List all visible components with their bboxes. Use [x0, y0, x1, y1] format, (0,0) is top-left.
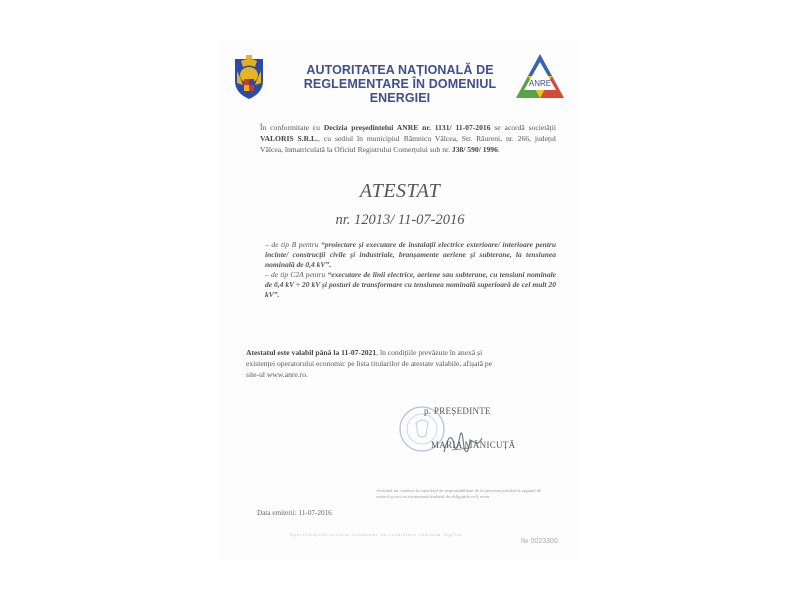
romania-coat-of-arms-icon	[231, 55, 267, 101]
certificate-number: nr. 12013/ 11-07-2016	[335, 212, 465, 228]
certificate-page	[218, 40, 580, 560]
type-description: “proiectare și executare de instalații electrice exterioare/ interioare pentru incinte/ construcții civile și industriale, branșamente aeriene și subterane, la tensiunea nominală de 0,4 kV”.	[265, 240, 556, 269]
company-name: VALORIS S.R.L.	[260, 134, 319, 143]
anre-triangle-logo-icon	[512, 52, 568, 102]
type-prefix: – de tip B pentru	[265, 240, 321, 249]
issue-date: Data emiterii: 11-07-2016	[257, 509, 332, 517]
certificate-types-list	[265, 240, 556, 300]
serial-number: № 0023300	[521, 538, 558, 545]
registry-number: J38/ 590/ 1996	[451, 145, 498, 154]
validity-date: Atestatul este valabil până la 11-07-2021	[246, 348, 377, 357]
legal-note: Atestatul nu conduce la transferul de responsabilitate de la persoana juridică la organul de control și nici nu exonerează titularul de obligațiile ce îi revin.	[376, 488, 542, 500]
document-title: ATESTAT	[359, 180, 441, 202]
intro-paragraph	[260, 122, 556, 155]
validity-conditions: , în condițiile prevăzute în anexă și existenței operatorului economic pe lista titularilor de atestate valabile, afișată pe site-ul www.anre.ro.	[246, 348, 493, 379]
intro-text-1: În conformitate cu	[260, 123, 324, 132]
authority-name-line1: AUTORITATEA NAȚIONALĂ DE	[306, 63, 494, 77]
signatory-name: MARIA MĂNICUȚĂ	[431, 440, 516, 450]
security-microtext: Specificațiile acestui document de securitate conform legilor	[290, 532, 463, 537]
authority-name-line2: REGLEMENTARE ÎN DOMENIUL ENERGIEI	[303, 77, 497, 105]
certificate-type-b	[265, 240, 556, 270]
validity-paragraph	[246, 348, 496, 380]
authority-name	[280, 63, 520, 105]
anre-logo-text: ANRE	[528, 79, 552, 88]
intro-text-2: se acordă societății	[490, 123, 557, 132]
decision-reference: Decizia președintelui ANRE nr. 1131/ 11-07-2016	[323, 123, 491, 132]
signatory-role: p. PREȘEDINTE	[424, 406, 491, 416]
certificate-type-c2a	[265, 270, 556, 300]
type-description: “executare de linii electrice, aeriene sau subterane, cu tensiuni nominale de 0,4 kV ÷ 20 kV și posturi de transformare cu tensiunea nominală superioară de cel mult 20 kV”.	[265, 270, 556, 299]
intro-text-4: .	[497, 145, 500, 154]
intro-text-3: , cu sediul în municipiul Râmnicu Vâlcea, Str. Râureni, nr. 266, județul Vâlcea, înmatriculată la Oficiul Registrului Comerțului sub nr.	[260, 134, 556, 154]
type-prefix: – de tip C2A pentru	[265, 270, 328, 279]
